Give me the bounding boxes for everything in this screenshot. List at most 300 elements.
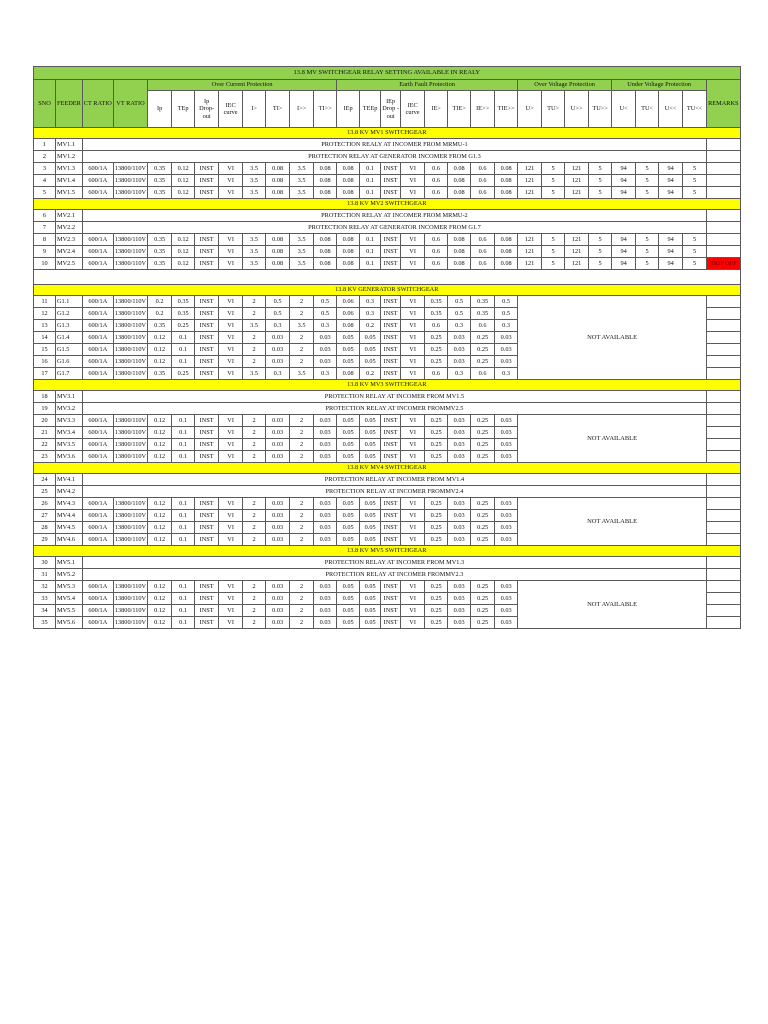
ef-setting-cell: 0.1 xyxy=(360,246,381,258)
oc-setting-cell: 0.3 xyxy=(314,368,337,380)
oc-setting-cell: INST xyxy=(195,439,219,451)
oc-setting-cell: 2 xyxy=(243,296,266,308)
feeder-cell: G1.1 xyxy=(56,296,83,308)
col-header: U>> xyxy=(565,91,589,128)
ef-setting-cell: 0.08 xyxy=(495,175,518,187)
ef-setting-cell: 0.25 xyxy=(471,498,495,510)
feeder-cell: MV4.4 xyxy=(56,510,83,522)
ef-setting-cell: VI xyxy=(401,451,425,463)
ef-setting-cell: 0.6 xyxy=(425,175,448,187)
oc-setting-cell: 0.03 xyxy=(266,617,290,629)
ef-setting-cell: VI xyxy=(401,246,425,258)
ef-setting-cell: 0.25 xyxy=(425,344,448,356)
ef-setting-cell: INST xyxy=(381,175,401,187)
oc-setting-cell: 0.03 xyxy=(266,439,290,451)
col-header: TIE>> xyxy=(495,91,518,128)
oc-setting-cell: INST xyxy=(195,451,219,463)
oc-setting-cell: VI xyxy=(219,368,243,380)
ef-setting-cell: 0.03 xyxy=(495,510,518,522)
feeder-cell: MV3.6 xyxy=(56,451,83,463)
oc-setting-cell: 0.03 xyxy=(266,605,290,617)
ct-ratio-cell: 600/1A xyxy=(82,593,113,605)
vt-ratio-cell: 13800/110V xyxy=(113,344,147,356)
oc-setting-cell: 3.5 xyxy=(290,234,314,246)
ef-setting-cell: 0.03 xyxy=(448,534,471,546)
sno-cell: 16 xyxy=(34,356,56,368)
vt-ratio-cell: 13800/110V xyxy=(113,332,147,344)
ef-setting-cell: VI xyxy=(401,534,425,546)
sno-cell: 28 xyxy=(34,522,56,534)
sno-cell: 6 xyxy=(34,210,56,222)
vt-ratio-cell: 13800/110V xyxy=(113,246,147,258)
sno-cell: 4 xyxy=(34,175,56,187)
remarks-cell xyxy=(707,451,740,463)
oc-setting-cell: 0.12 xyxy=(148,344,172,356)
ef-setting-cell: 0.25 xyxy=(425,593,448,605)
ct-ratio-cell: 600/1A xyxy=(82,581,113,593)
oc-setting-cell: 0.03 xyxy=(314,498,337,510)
ef-setting-cell: 0.3 xyxy=(495,368,518,380)
sno-cell: 12 xyxy=(34,308,56,320)
oc-setting-cell: 0.03 xyxy=(314,451,337,463)
ef-setting-cell: 0.6 xyxy=(471,258,495,270)
ov-setting-cell: 5 xyxy=(542,163,565,175)
vt-ratio-cell: 13800/110V xyxy=(113,163,147,175)
ef-setting-cell: 0.6 xyxy=(471,187,495,199)
ef-setting-cell: VI xyxy=(401,163,425,175)
note-cell: PROTECTION RELAY AT INCOMER FROM MRMU-2 xyxy=(82,210,706,222)
ef-setting-cell: 0.08 xyxy=(448,258,471,270)
ef-setting-cell: 0.6 xyxy=(425,163,448,175)
uv-setting-cell: 94 xyxy=(659,258,683,270)
section-title: 13.8 KV GENERATOR SWITCHGEAR xyxy=(34,285,741,296)
feeder-cell: MV5.1 xyxy=(56,557,83,569)
oc-setting-cell: 2 xyxy=(243,451,266,463)
oc-setting-cell: 2 xyxy=(243,522,266,534)
uv-setting-cell: 5 xyxy=(683,187,707,199)
ef-setting-cell: 0.05 xyxy=(337,605,360,617)
uv-setting-cell: 94 xyxy=(612,163,636,175)
ef-setting-cell: 0.05 xyxy=(337,415,360,427)
feeder-cell: MV1.4 xyxy=(56,175,83,187)
oc-setting-cell: INST xyxy=(195,320,219,332)
sno-cell: 23 xyxy=(34,451,56,463)
ef-setting-cell: 0.05 xyxy=(337,593,360,605)
ov-setting-cell: 121 xyxy=(565,175,589,187)
oc-setting-cell: 0.03 xyxy=(314,510,337,522)
uv-setting-cell: 5 xyxy=(683,258,707,270)
ef-setting-cell: 0.08 xyxy=(337,175,360,187)
group-header-row xyxy=(34,80,741,91)
ef-setting-cell: 0.25 xyxy=(425,451,448,463)
oc-setting-cell: 0.12 xyxy=(172,246,195,258)
ef-setting-cell: 0.05 xyxy=(360,451,381,463)
ef-setting-cell: VI xyxy=(401,175,425,187)
table-row xyxy=(34,222,741,234)
oc-setting-cell: 0.1 xyxy=(172,439,195,451)
uv-setting-cell: 5 xyxy=(683,234,707,246)
oc-setting-cell: 0.1 xyxy=(172,356,195,368)
sno-cell: 11 xyxy=(34,296,56,308)
remarks-cell xyxy=(707,151,740,163)
vt-ratio-cell: 13800/110V xyxy=(113,308,147,320)
feeder-cell: MV5.4 xyxy=(56,593,83,605)
section-title: 13.8 KV MV2 SWITCHGEAR xyxy=(34,199,741,210)
ct-ratio-cell: 600/1A xyxy=(82,308,113,320)
table-row xyxy=(34,581,741,593)
remarks-cell xyxy=(707,246,740,258)
oc-setting-cell: 0.12 xyxy=(148,439,172,451)
oc-setting-cell: 0.35 xyxy=(172,296,195,308)
table-row xyxy=(34,187,741,199)
oc-setting-cell: 0.03 xyxy=(266,344,290,356)
ct-ratio-cell: 600/1A xyxy=(82,187,113,199)
col-header: TIE> xyxy=(448,91,471,128)
ef-setting-cell: 0.08 xyxy=(448,246,471,258)
ef-setting-cell: INST xyxy=(381,451,401,463)
not-available-cell: NOT AVAILABLE xyxy=(518,296,707,380)
remarks-cell xyxy=(707,234,740,246)
oc-setting-cell: 0.3 xyxy=(266,320,290,332)
oc-setting-cell: VI xyxy=(219,439,243,451)
remarks-cell xyxy=(707,415,740,427)
oc-setting-cell: VI xyxy=(219,415,243,427)
col-header: IEC curve xyxy=(219,91,243,128)
uv-setting-cell: 5 xyxy=(683,163,707,175)
vt-ratio-cell: 13800/110V xyxy=(113,368,147,380)
feeder-cell: MV4.1 xyxy=(56,474,83,486)
sno-cell: 31 xyxy=(34,569,56,581)
oc-setting-cell: VI xyxy=(219,593,243,605)
ef-setting-cell: 0.25 xyxy=(471,415,495,427)
table-row xyxy=(34,569,741,581)
oc-setting-cell: VI xyxy=(219,234,243,246)
feeder-cell: G1.2 xyxy=(56,308,83,320)
ef-setting-cell: 0.1 xyxy=(360,163,381,175)
oc-setting-cell: 0.1 xyxy=(172,581,195,593)
oc-setting-cell: VI xyxy=(219,332,243,344)
ct-ratio-cell: 600/1A xyxy=(82,522,113,534)
sno-cell: 30 xyxy=(34,557,56,569)
ef-setting-cell: INST xyxy=(381,320,401,332)
ef-setting-cell: 0.6 xyxy=(471,320,495,332)
ef-setting-cell: INST xyxy=(381,296,401,308)
oc-setting-cell: 3.5 xyxy=(290,368,314,380)
remarks-cell xyxy=(707,581,740,593)
vt-ratio-cell: 13800/110V xyxy=(113,581,147,593)
oc-setting-cell: 2 xyxy=(243,415,266,427)
oc-setting-cell: INST xyxy=(195,522,219,534)
oc-setting-cell: INST xyxy=(195,246,219,258)
oc-setting-cell: 0.03 xyxy=(266,534,290,546)
oc-setting-cell: VI xyxy=(219,498,243,510)
feeder-cell: MV4.5 xyxy=(56,522,83,534)
ef-setting-cell: 0.05 xyxy=(337,439,360,451)
ov-setting-cell: 121 xyxy=(518,246,542,258)
ef-setting-cell: 0.05 xyxy=(360,427,381,439)
uv-setting-cell: 5 xyxy=(636,234,659,246)
ef-setting-cell: 0.25 xyxy=(425,510,448,522)
ov-setting-cell: 5 xyxy=(589,258,612,270)
table-body xyxy=(34,67,741,629)
sheet-title: 13.8 MV SWITCHGEAR RELAY SETTING AVAILABLE IN REALY xyxy=(34,67,741,80)
ef-setting-cell: VI xyxy=(401,617,425,629)
ef-setting-cell: 0.25 xyxy=(425,581,448,593)
ef-setting-cell: VI xyxy=(401,415,425,427)
ef-setting-cell: 0.03 xyxy=(448,617,471,629)
feeder-cell: MV2.2 xyxy=(56,222,83,234)
ef-setting-cell: 0.3 xyxy=(448,368,471,380)
ov-setting-cell: 5 xyxy=(542,234,565,246)
ct-ratio-cell: 600/1A xyxy=(82,617,113,629)
oc-setting-cell: 0.12 xyxy=(172,234,195,246)
sno-cell: 10 xyxy=(34,258,56,270)
ef-setting-cell: 0.08 xyxy=(495,187,518,199)
ef-setting-cell: 0.05 xyxy=(360,356,381,368)
oc-setting-cell: 0.08 xyxy=(266,175,290,187)
feeder-cell: MV4.6 xyxy=(56,534,83,546)
remarks-cell xyxy=(707,593,740,605)
col-header: TEEp xyxy=(360,91,381,128)
oc-setting-cell: 0.2 xyxy=(148,296,172,308)
col-header: TU> xyxy=(542,91,565,128)
sno-cell: 9 xyxy=(34,246,56,258)
vt-ratio-cell: 13800/110V xyxy=(113,534,147,546)
ef-setting-cell: 0.03 xyxy=(495,415,518,427)
ef-setting-cell: INST xyxy=(381,163,401,175)
ef-setting-cell: VI xyxy=(401,427,425,439)
not-available-cell: NOT AVAILABLE xyxy=(518,498,707,546)
vt-ratio-cell: 13800/110V xyxy=(113,356,147,368)
ef-setting-cell: INST xyxy=(381,368,401,380)
sno-cell: 15 xyxy=(34,344,56,356)
ef-setting-cell: 0.03 xyxy=(495,581,518,593)
ef-setting-cell: VI xyxy=(401,498,425,510)
ef-setting-cell: 0.08 xyxy=(495,234,518,246)
feeder-cell: MV4.2 xyxy=(56,486,83,498)
ef-setting-cell: 0.25 xyxy=(471,534,495,546)
col-vt-ratio-header: VT RATIO xyxy=(113,80,147,128)
remarks-cell xyxy=(707,320,740,332)
vt-ratio-cell: 13800/110V xyxy=(113,175,147,187)
ef-setting-cell: 0.2 xyxy=(360,368,381,380)
oc-setting-cell: 0.5 xyxy=(314,296,337,308)
oc-setting-cell: 3.5 xyxy=(243,368,266,380)
table-row xyxy=(34,296,741,308)
uv-setting-cell: 5 xyxy=(683,246,707,258)
ef-setting-cell: 0.03 xyxy=(495,427,518,439)
section-header-row xyxy=(34,463,741,474)
oc-setting-cell: VI xyxy=(219,308,243,320)
oc-setting-cell: 0.3 xyxy=(314,320,337,332)
ef-setting-cell: 0.03 xyxy=(448,427,471,439)
ef-setting-cell: INST xyxy=(381,605,401,617)
oc-setting-cell: 3.5 xyxy=(243,187,266,199)
feeder-cell: MV3.5 xyxy=(56,439,83,451)
oc-setting-cell: 0.03 xyxy=(314,522,337,534)
ef-setting-cell: VI xyxy=(401,368,425,380)
remarks-cell xyxy=(707,391,740,403)
note-cell: PROTECTION RELAY AT INCOMER FROM MV1.5 xyxy=(82,391,706,403)
oc-setting-cell: 0.12 xyxy=(148,605,172,617)
oc-setting-cell: 3.5 xyxy=(243,234,266,246)
uv-setting-cell: 94 xyxy=(659,163,683,175)
sno-cell: 14 xyxy=(34,332,56,344)
ef-setting-cell: 0.06 xyxy=(337,296,360,308)
oc-setting-cell: 2 xyxy=(243,581,266,593)
vt-ratio-cell: 13800/110V xyxy=(113,415,147,427)
col-header: U< xyxy=(612,91,636,128)
oc-setting-cell: 0.03 xyxy=(266,427,290,439)
ct-ratio-cell: 600/1A xyxy=(82,163,113,175)
oc-setting-cell: 2 xyxy=(290,534,314,546)
oc-setting-cell: 0.1 xyxy=(172,617,195,629)
vt-ratio-cell: 13800/110V xyxy=(113,593,147,605)
feeder-cell: MV2.1 xyxy=(56,210,83,222)
ef-setting-cell: 0.25 xyxy=(471,451,495,463)
ef-setting-cell: 0.05 xyxy=(360,581,381,593)
ef-setting-cell: INST xyxy=(381,234,401,246)
remarks-cell xyxy=(707,403,740,415)
oc-setting-cell: INST xyxy=(195,581,219,593)
table-row xyxy=(34,486,741,498)
ct-ratio-cell: 600/1A xyxy=(82,439,113,451)
oc-setting-cell: INST xyxy=(195,593,219,605)
section-header-row xyxy=(34,546,741,557)
note-cell: PROTECTION RELAY AT GENERATOR INCOMER FROM G1.7 xyxy=(82,222,706,234)
ef-setting-cell: 0.25 xyxy=(425,356,448,368)
uv-setting-cell: 94 xyxy=(659,175,683,187)
oc-setting-cell: 0.03 xyxy=(266,510,290,522)
oc-setting-cell: 0.12 xyxy=(172,163,195,175)
feeder-cell: MV5.5 xyxy=(56,605,83,617)
ef-setting-cell: VI xyxy=(401,581,425,593)
ef-setting-cell: 0.25 xyxy=(471,332,495,344)
oc-setting-cell: VI xyxy=(219,605,243,617)
ef-setting-cell: 0.08 xyxy=(337,163,360,175)
col-header: TI>> xyxy=(314,91,337,128)
oc-setting-cell: 3.5 xyxy=(243,175,266,187)
oc-setting-cell: 0.08 xyxy=(314,187,337,199)
oc-setting-cell: VI xyxy=(219,320,243,332)
oc-setting-cell: VI xyxy=(219,581,243,593)
ef-setting-cell: 0.35 xyxy=(425,296,448,308)
oc-setting-cell: VI xyxy=(219,344,243,356)
oc-setting-cell: VI xyxy=(219,427,243,439)
table-row xyxy=(34,246,741,258)
col-feeder-header: FEEDER xyxy=(56,80,83,128)
ov-setting-cell: 5 xyxy=(542,175,565,187)
note-cell: PROTECTION RELAY AT INCOMER FROMMV2.5 xyxy=(82,403,706,415)
oc-setting-cell: 2 xyxy=(243,427,266,439)
remarks-cell xyxy=(707,557,740,569)
oc-setting-cell: INST xyxy=(195,308,219,320)
ef-setting-cell: VI xyxy=(401,344,425,356)
oc-setting-cell: 0.03 xyxy=(266,356,290,368)
oc-setting-cell: 0.12 xyxy=(172,187,195,199)
sno-cell: 1 xyxy=(34,139,56,151)
ct-ratio-cell: 600/1A xyxy=(82,234,113,246)
feeder-cell: MV3.3 xyxy=(56,415,83,427)
oc-setting-cell: 0.03 xyxy=(266,332,290,344)
ct-ratio-cell: 600/1A xyxy=(82,246,113,258)
oc-setting-cell: 2 xyxy=(290,605,314,617)
oc-setting-cell: 3.5 xyxy=(290,246,314,258)
ct-ratio-cell: 600/1A xyxy=(82,605,113,617)
ef-setting-cell: 0.03 xyxy=(448,581,471,593)
note-cell: PROTECTION RELAY AT GENERATOR INCOMER FROM G1.3 xyxy=(82,151,706,163)
ef-setting-cell: 0.03 xyxy=(448,605,471,617)
sno-cell: 20 xyxy=(34,415,56,427)
ef-setting-cell: 0.03 xyxy=(448,593,471,605)
ef-setting-cell: INST xyxy=(381,439,401,451)
ef-setting-cell: 0.3 xyxy=(495,320,518,332)
ov-setting-cell: 5 xyxy=(589,175,612,187)
oc-setting-cell: VI xyxy=(219,187,243,199)
oc-setting-cell: 0.12 xyxy=(148,427,172,439)
sno-cell: 2 xyxy=(34,151,56,163)
ov-setting-cell: 5 xyxy=(589,163,612,175)
ct-ratio-cell: 600/1A xyxy=(82,296,113,308)
remarks-cell xyxy=(707,486,740,498)
ef-setting-cell: 0.03 xyxy=(448,522,471,534)
uv-setting-cell: 5 xyxy=(636,258,659,270)
remarks-cell xyxy=(707,368,740,380)
section-header-row xyxy=(34,380,741,391)
table-row xyxy=(34,474,741,486)
vt-ratio-cell: 13800/110V xyxy=(113,451,147,463)
remarks-cell xyxy=(707,356,740,368)
table-row xyxy=(34,258,741,270)
ef-setting-cell: 0.03 xyxy=(448,498,471,510)
oc-setting-cell: 0.08 xyxy=(266,258,290,270)
col-header: I> xyxy=(243,91,266,128)
note-cell: PROTECTION RELAY AT INCOMER FROMMV2.3 xyxy=(82,569,706,581)
col-header: U> xyxy=(518,91,542,128)
ef-setting-cell: 0.25 xyxy=(425,534,448,546)
spacer-cell xyxy=(34,270,741,285)
oc-setting-cell: INST xyxy=(195,534,219,546)
oc-setting-cell: 0.1 xyxy=(172,427,195,439)
oc-setting-cell: 0.03 xyxy=(314,581,337,593)
remarks-cell xyxy=(707,605,740,617)
ef-setting-cell: 0.05 xyxy=(360,617,381,629)
oc-setting-cell: 3.5 xyxy=(290,320,314,332)
title-row xyxy=(34,67,741,80)
ef-setting-cell: INST xyxy=(381,258,401,270)
ov-setting-cell: 121 xyxy=(565,187,589,199)
ef-setting-cell: 0.6 xyxy=(425,187,448,199)
oc-setting-cell: 0.12 xyxy=(148,451,172,463)
remarks-cell xyxy=(707,139,740,151)
oc-setting-cell: INST xyxy=(195,498,219,510)
section-header-row xyxy=(34,199,741,210)
oc-setting-cell: 2 xyxy=(243,534,266,546)
oc-setting-cell: VI xyxy=(219,522,243,534)
oc-setting-cell: 0.03 xyxy=(314,415,337,427)
oc-setting-cell: 2 xyxy=(243,332,266,344)
col-header: I>> xyxy=(290,91,314,128)
oc-setting-cell: 0.35 xyxy=(148,187,172,199)
ef-setting-cell: 0.05 xyxy=(337,427,360,439)
feeder-cell: MV2.4 xyxy=(56,246,83,258)
oc-setting-cell: VI xyxy=(219,356,243,368)
uv-setting-cell: 5 xyxy=(636,175,659,187)
oc-setting-cell: VI xyxy=(219,617,243,629)
sno-cell: 3 xyxy=(34,163,56,175)
oc-setting-cell: 0.5 xyxy=(314,308,337,320)
ef-setting-cell: 0.05 xyxy=(337,498,360,510)
